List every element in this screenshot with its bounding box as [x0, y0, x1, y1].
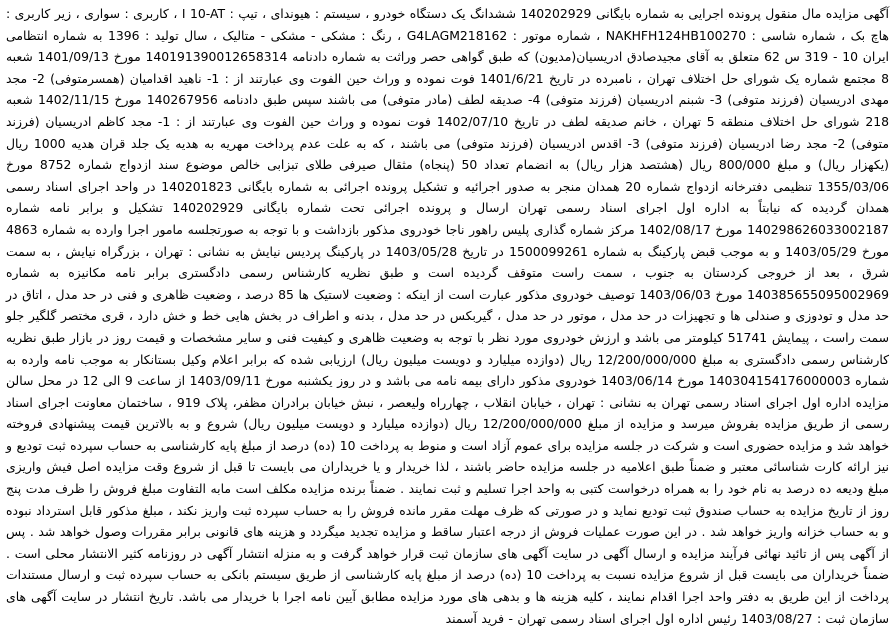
notice-body-text: آگهی مزایده مال منقول پرونده اجرایی به شماره بایگانی 140202929 ششدانگ یک دستگاه خودرو ، سیستم : هیوندای ، تیپ : I 10-AT ، کاربری : سواری ، زیر کاربری : هاچ بک ، شماره شاسی : NAKHFH124HB100270 ، شماره موتور : G4LAGM218162 ، رنگ : مشکی - مشکی - متالیک ، سال تولید : 1396 به شماره انتظامی ایران 10 - 319 س 62 متعلق به آقای مجیدصادق ادریسیان(مدیون) که طبق گواهی حصر وراثت به شماره دادنامه 140191390012658314 مورخ 1401/09/13 شعبه 8 مجتمع شماره یک شورای حل اختلاف تهران ، نامبرده در تاریخ 1401/6/21 فوت نموده و وراث حین الفوت وی عبارتند از : 1- ناهید اقدامیان (همسرمتوفی) 2- مجد مهدی ادریسیان (فرزند متوفی) 3- شبنم ادریسیان (فرزند متوفی) 4- صدیقه لطف (مادر متوفی) می باشند سپس طبق دادنامه 140267956 مورخ 1402/11/15 شعبه 218 شورای حل اختلاف منطقه 5 تهران ، خانم صدیقه لطف در تاریخ 1402/07/10 فوت نموده و وراث حین الفوت وی عبارتند از : 1- مجد کاظم ادریسیان (فرزند متوفی) 2- مجد رضا ادریسیان (فرزند متوفی) 3- اقدس ادریسیان (فرزند متوفی) می باشند ، که به علت عدم پرداخت مهریه به هدیه یک جلد قران هدیه 1000 ریال (یکهزار ریال) و مبلغ 800/000 ریال (هشتصد هزار ریال) به انضمام تعداد 50 (پنجاه) مثقال صیرفی طلای تبزابی خالص موضوع سند ازدواج شماره 8752 مورخ 1355/03/06 تنظیمی دفترخانه ازدواج شماره 20 همدان منجر به صدور اجرائیه و تشکیل پرونده اجرائی به شماره بایگانی 140201823 در واحد اجرای اسناد رسمی همدان گردیده که نیابتاً به اداره اول اجرای اسناد رسمی تهران ارسال و پرونده اجرائی تحت شماره بایگانی 140202929 تشکیل و برابر نامه شماره 140298626033002187 مورخ 1402/08/17 مرکز شماره گذاری پلیس راهور ناجا خودروی مذکور بازداشت و با توجه به صورتجلسه مامور اجرا وارده به شماره 4863 مورخ 1403/05/29 و به موجب قبض پارکینگ به شماره 1500099261 در تاریخ 1403/05/28 در پارکینگ پردیس نیایش به نشانی : تهران ، بزرگراه نیایش ، به سمت شرق ، بعد از خروجی کردستان به جنوب ، سمت راست متوقف گردیده است و طبق نظریه کارشناس رسمی دادگستری برابر نامه مکانیزه به شماره 140385655095002969 مورخ 1403/06/03 توصیف خودروی مذکور عبارت است از اینکه : وضعیت لاستیک ها 85 درصد ، وضعیت ظاهری و فنی در حد مدل ، اتاق در حد مدل و تودوزی و صندلی ها و تجهیزات در حد مدل ، موتور در حد مدل ، گیربکس در حد مدل ، بدنه و اطراف در بخش هایی خط و خش دارد ، قری مختصر گلگیر جلو سمت راست ، پیمایش 51741 کیلومتر می باشد و ارزش خودروی مورد نظر با توجه به وضعیت ظاهری و کیفیت فنی و سایر مشخصات و قیمت روز در بازار طبق نظریه کارشناس رسمی دادگستری به مبلغ 12/200/000/000 ریال (دوازده میلیارد و دویست میلیون ریال) ارزیابی شده که برابر اعلام وکیل بستانکار به موجب نامه وارده به شماره 140304154176000003 مورخ 1403/06/14 خودروی مذکور دارای بیمه نامه می باشد و در روز یکشنبه مورخ 1403/09/11 از ساعت 9 الی 12 در محل سالن مزایده اداره اول اجرای اسناد رسمی تهران به نشانی : تهران ، خیابان انقلاب ، چهارراه ولیعصر ، نبش خیابان برادران مظفر، پلاک 919 ، ساختمان معاونت اجرای اسناد رسمی از طریق مزایده بفروش میرسد و مزایده از مبلغ 12/200/000/000 ریال (دوازده میلیارد و دویست میلیون ریال) شروع و به بالاترین قیمت پیشنهادی فروخته خواهد شد و مزایده حضوری است و شرکت در جلسه مزایده برای عموم آزاد است و منوط به پرداخت 10 (ده) درصد از مبلغ پایه کارشناسی به حساب سپرده ثبت تودیع و نیز ارائه کارت شناسائی معتبر و ضمناً طبق اعلامیه در جلسه مزایده حاضر باشند ، لذا خریدار و یا خریداران می بایست تا قبل از شروع وقت مزایده اصل فیش واریزی مبلغ ودیعه ده درصد به نام خود را به همراه درخواست کتبی به واحد اجرا تسلیم و ثبت نمایند . ضمناً برنده مزایده مکلف است مابه التفاوت مبلغ فروش را ظرف مدت پنج روز از تاریخ مزایده به حساب صندوق ثبت تودیع نماید و در صورتی که ظرف مهلت مقرر مانده فروش را به حساب سپرده ثبت واریز نکند ، مبلغ مذکور قابل استرداد نبوده و به حساب خزانه واریز خواهد شد . در این صورت عملیات فروش از درجه اعتبار ساقط و مزایده تجدید میگردد و هزینه های قانونی برابر مقررات وصول خواهد شد . پس از آگهی پس از تائید نهائی فرآیند مزایده و ارسال آگهی در سایت آگهی های سازمان ثبت قرار خواهد گرفت و به منزله انتشار آگهی در روزنامه کثیر الانتشار محلی است . ضمناً خریداران می بایست قبل از شروع مزایده نسبت به پرداخت 10 (ده) درصد از مبلغ پایه کارشناسی از طریق سیستم بانکی به حساب سپرده ثبت و ارسال مستندات پرداخت از این طریق به دفتر واحد اجرا اقدام نمایند ، کلیه هزینه ها و بدهی های مورد مزایده مطابق آیین نامه اجرا با خریدار می باشد. تاریخ انتشار در سایت آگهی های سازمان ثبت : 1403/08/27 رئیس اداره اول اجرای اسناد رسمی تهران - فرید آسمند — [6, 6, 890, 626]
